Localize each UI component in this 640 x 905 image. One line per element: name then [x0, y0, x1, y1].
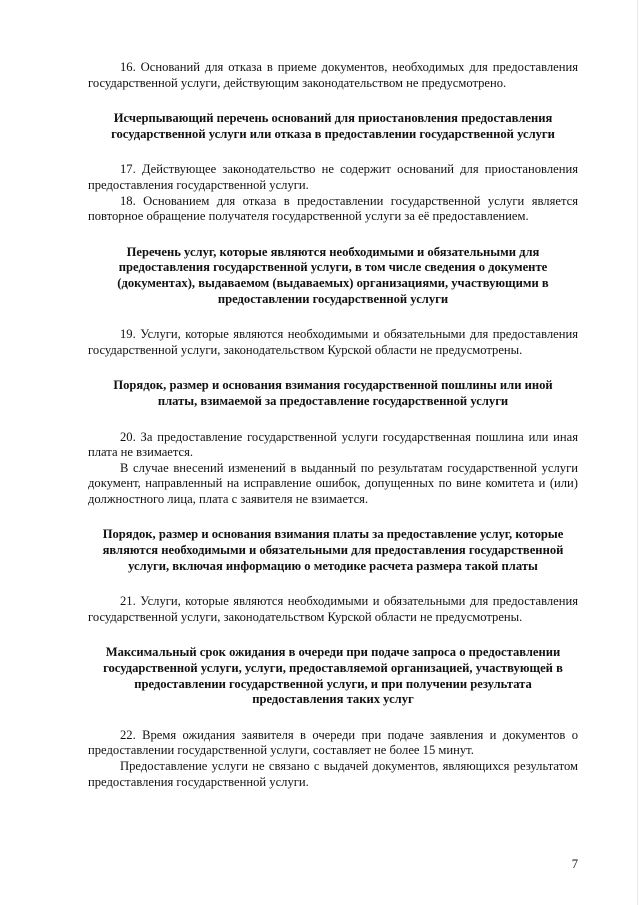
paragraph-19: 19. Услуги, которые являются необходимыми и обязательными для предоставления государственной услуги, законодательством Курской области не предусмотрены. — [88, 327, 578, 357]
paragraph-16: 16. Оснований для отказа в приеме документов, необходимых для предоставления государственной услуги, действующим законодательством не предусмотрено. — [88, 60, 578, 90]
paragraph-22: 22. Время ожидания заявителя в очереди при подаче заявления и документов о предоставлении государственной услуги, составляет не более 15 минут. — [88, 727, 578, 758]
heading-required-services: Перечень услуг, которые являются необходимыми и обязательными для предоставления государственной услуги, в том числе сведения о документе (документах), выдаваемом (выдаваемых) организациями, участвующими в предоставлении государственной услуги — [117, 244, 549, 306]
paragraph-22-documents: Предоставление услуги не связано с выдачей документов, являющихся результатом предоставления государственной услуги. — [88, 759, 578, 789]
paragraph-21: 21. Услуги, которые являются необходимыми и обязательными для предоставления государственной услуги, законодательством Курской области не предусмотрены. — [88, 594, 578, 624]
scan-edge-divider — [637, 0, 638, 905]
section-17-18 — [88, 162, 578, 224]
heading-state-fee: Порядок, размер и основания взимания государственной пошлины или иной платы, взимаемой за предоставление государственной услуги — [113, 378, 553, 408]
paragraph-18: 18. Основанием для отказа в предоставлении государственной услуги является повторное обращение получателя государственной услуги за её предоставлением. — [88, 193, 578, 224]
heading-fee-for-required-services: Порядок, размер и основания взимания платы за предоставление услуг, которые являются необходимыми и обязательными для предоставления государственной услуги, включая информацию о методике расчета размера такой платы — [102, 527, 564, 573]
section-21 — [88, 594, 578, 625]
heading-queue-waiting-time: Максимальный срок ожидания в очереди при подаче запроса о предоставлении государственной услуги, услуги, предоставляемой организацией, участвующей в предоставлении государственной услуги, и при получении результата предоставления таких услуг — [103, 645, 563, 707]
paragraph-20: 20. За предоставление государственной услуги государственная пошлина или иная плата не взимается. — [88, 429, 578, 460]
heading-suspension-grounds: Исчерпывающий перечень оснований для приостановления предоставления государственной услуги или отказа в предоставлении государственной услуги — [111, 111, 555, 141]
section-16 — [88, 60, 578, 91]
document-page — [88, 60, 578, 810]
paragraph-20-corrections: В случае внесений изменений в выданный по результатам государственной услуги документ, направленный на исправление ошибок, допущенных по вине комитета и (или) должностного лица, плата с заявителя не взимается. — [88, 460, 578, 506]
paragraph-17: 17. Действующее законодательство не содержит оснований для приостановления предоставления государственной услуги. — [88, 162, 578, 192]
section-22 — [88, 728, 578, 790]
page-number: 7 — [571, 857, 578, 871]
section-20 — [88, 430, 578, 508]
section-19 — [88, 327, 578, 358]
